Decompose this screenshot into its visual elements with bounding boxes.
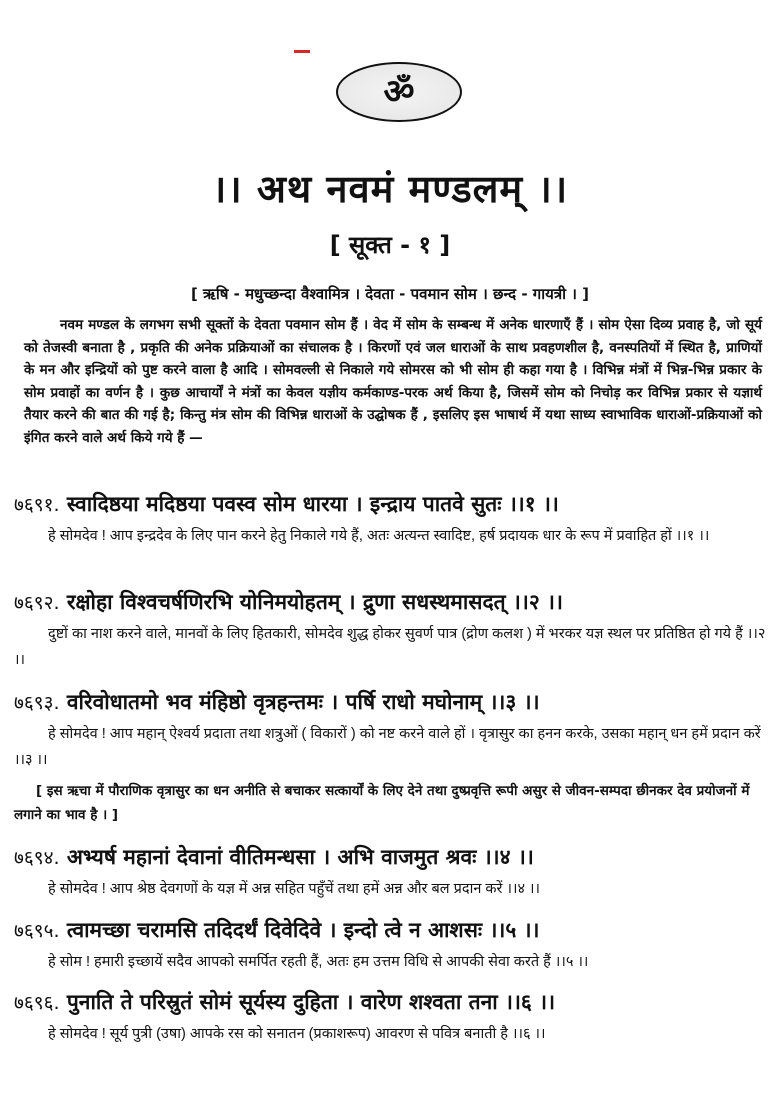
- red-mark: [294, 50, 310, 53]
- verse-number: ७६९२.: [14, 592, 60, 614]
- verse-7694: [14, 843, 766, 902]
- mantra-line: [14, 588, 766, 617]
- translation: हे सोमदेव ! आप इन्द्रदेव के लिए पान करने हेतु निकाले गये हैं, अतः अत्यन्त स्वादिष्ट, हर्ष प्रदायक धार के रूप में प्रवाहित हों ।।१ ।।: [48, 528, 710, 544]
- translation: दुष्टों का नाश करने वाले, मानवों के लिए हितकारी, सोमदेव शुद्ध होकर सुवर्ण पात्र (द्रोण कलश ) में भरकर यज्ञ स्थल पर प्रतिष्ठित हो गये हैं ।।२ ।।: [14, 626, 766, 668]
- translation: हे सोमदेव ! आप श्रेष्ठ देवगणों के यज्ञ में अन्न सहित पहुँचें तथा हमें अन्न और बल प्रदान करें ।।४ ।।: [48, 881, 541, 897]
- mantra-line: [14, 688, 766, 717]
- mantra-text: रक्षोहा विश्वचर्षणिरभि योनिमयोहतम् । द्रुणा सधस्थमासदत् ।।२ ।।: [66, 590, 563, 614]
- mantra-line: [14, 916, 766, 945]
- verse-7691: [14, 490, 766, 549]
- verse-number: ७६९४.: [14, 847, 60, 869]
- mantra-text: त्वामच्छा चरामसि तदिदर्थं दिवेदिवे । इन्दो त्वे न आशसः ।।५ ।।: [66, 918, 540, 942]
- translation: हे सोमदेव ! आप महान् ऐश्वर्य प्रदाता तथा शत्रुओं ( विकारों ) को नष्ट करने वाले हों । वृत्रासुर का हनन करके, उसका महान् धन हमें प्रदान करें ।।३ ।।: [14, 726, 761, 768]
- translation: हे सोमदेव ! सूर्य पुत्री (उषा) आपके रस को सनातन (प्रकाशरूप) आवरण से पवित्र बनाती है ।।६ ।।: [48, 1026, 546, 1042]
- mantra-text: स्वादिष्ठया मदिष्ठया पवस्व सोम धारया । इन्द्राय पातवे सुतः ।।१ ।।: [66, 492, 559, 516]
- mantra-text: वरिवोधातमो भव मंहिष्ठो वृत्रहन्तमः । पर्षि राधो मघोनाम् ।।३ ।।: [66, 690, 540, 714]
- mantra-line: [14, 490, 766, 519]
- verse-7696: [14, 988, 766, 1047]
- introduction: [24, 314, 762, 449]
- verse-number: ७६९१.: [14, 494, 60, 516]
- om-icon: ॐ: [383, 72, 415, 112]
- verse-7692: [14, 588, 766, 673]
- intro-paragraph: नवम मण्डल के लगभग सभी सूक्तों के देवता पवमान सोम हैं । वेद में सोम के सम्बन्ध में अनेक धारणाएँ हैं । सोम ऐसा दिव्य प्रवाह है, जो सूर्य को तेजस्वी बनाता है , प्रकृति की अनेक प्रक्रियाओं का संचालक है । किरणों एवं जल धाराओं के साथ प्रवहणशील है, वनस्पतियों में स्थित है, प्राणियों के मन और इन्द्रियों को पुष्ट करने वाला है आदि । सोमवल्ली से निकाले गये सोमरस को भी सोम ही कहा गया है । विभिन्न मंत्रों में भिन्न-भिन्न प्रकार के सोम प्रवाहों का वर्णन है । कुछ आचार्यों ने मंत्रों का केवल यज्ञीय कर्मकाण्ड-परक अर्थ किया है, जिसमें सोम को निचोड़ कर विभिन्न प्रकार से यज्ञार्थ तैयार करने की बात की गई है; किन्तु मंत्र सोम की विभिन्न धाराओं के उद्घोषक हैं , इसलिए इस भाषार्थ में यथा साध्य स्वाभाविक धाराओं-प्रक्रियाओं को इंगित करने वाले अर्थ किये गये हैं —: [24, 317, 762, 446]
- mantra-line: [14, 843, 766, 872]
- verse-7693: [14, 688, 766, 827]
- mantra-line: [14, 988, 766, 1017]
- mantra-text: अभ्यर्ष महानां देवानां वीतिमन्धसा । अभि वाजमुत श्रवः ।।४ ।।: [66, 845, 534, 869]
- verse-number: ७६९३.: [14, 692, 60, 714]
- explanatory-note: [ इस ऋचा में पौराणिक वृत्रासुर का धन अनीति से बचाकर सत्कार्यों के लिए देने तथा दुष्प्रवृत्ति रूपी असुर से जीवन-सम्पदा छीनकर देव प्रयोजनों में लगाने का भाव है । ]: [14, 783, 750, 823]
- verse-7695: [14, 916, 766, 975]
- om-emblem: [336, 62, 462, 122]
- verse-number: ७६९६.: [14, 992, 60, 1014]
- verse-number: ७६९५.: [14, 920, 60, 942]
- rishi-devata-chhand: [ ऋषि - मधुच्छन्दा वैश्वामित्र । देवता - पवमान सोम । छन्द - गायत्री । ]: [190, 285, 589, 303]
- translation: हे सोम ! हमारी इच्छायें सदैव आपको समर्पित रहती हैं, अतः हम उत्तम विधि से आपकी सेवा करते हैं ।।५ ।।: [48, 954, 589, 970]
- page-title: ।। अथ नवमं मण्डलम् ।।: [211, 167, 569, 211]
- sukta-heading: [ सूक्त - १ ]: [329, 231, 451, 259]
- mantra-text: पुनाति ते परिस्रुतं सोमं सूर्यस्य दुहिता । वारेण शश्वता तना ।।६ ।।: [66, 990, 556, 1014]
